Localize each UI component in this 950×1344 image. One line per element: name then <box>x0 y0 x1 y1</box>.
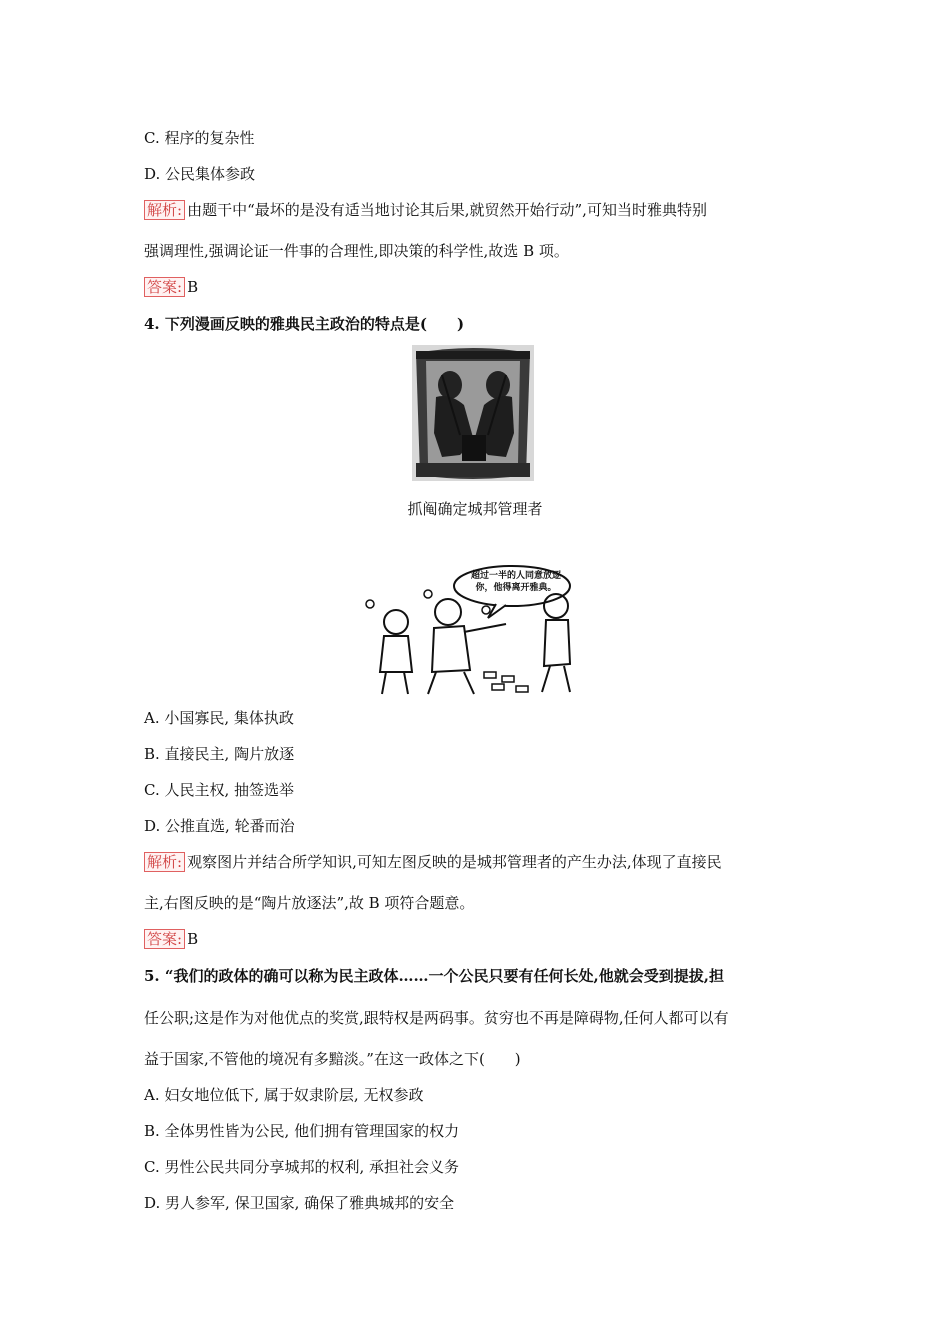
q4-option-c: C. 人民主权, 抽签选举 <box>144 781 295 799</box>
q4-stem-text: 4. 下列漫画反映的雅典民主政治的特点是( ) <box>144 315 465 333</box>
q4-option-d: D. 公推直选, 轮番而治 <box>144 817 295 835</box>
q3-option-d: D. 公民集体参政 <box>144 165 256 183</box>
cartoon-speech-bubble: 超过一半的人同意放逐你，他得离开雅典。 <box>470 571 561 593</box>
q5-stem-line3: 益于国家,不管他的境况有多黯淡。”在这一政体之下( ) <box>144 1050 521 1068</box>
analysis-label: 解析: <box>144 200 185 220</box>
q4-option-b: B. 直接民主, 陶片放逐 <box>144 745 295 763</box>
analysis-label: 解析: <box>144 852 185 872</box>
q4-analysis-text1: 观察图片并结合所学知识,可知左图反映的是城邦管理者的产生办法,体现了直接民 <box>187 853 722 871</box>
answer-label: 答案: <box>144 277 185 297</box>
q4-answer-value: B <box>187 930 199 948</box>
q3-answer-value: B <box>187 278 199 296</box>
vase-caption: 抓阄确定城邦管理者 <box>407 500 543 518</box>
q5-option-a: A. 妇女地位低下, 属于奴隶阶层, 无权参政 <box>144 1086 424 1104</box>
q3-answer <box>144 277 198 297</box>
q5-stem-text1: 5. “我们的政体的确可以称为民主政体……一个公民只要有任何长处,他就会受到提拔,担 <box>144 967 724 985</box>
q3-analysis-line1 <box>144 200 707 220</box>
q4-option-a: A. 小国寡民, 集体执政 <box>144 709 294 727</box>
q4-answer <box>144 929 198 949</box>
answer-label: 答案: <box>144 929 185 949</box>
q5-stem-line2: 任公职;这是作为对他优点的奖赏,跟特权是两码事。贫穷也不再是障碍物,任何人都可以有 <box>144 1009 729 1027</box>
q5-option-c: C. 男性公民共同分享城邦的权利, 承担社会义务 <box>144 1158 460 1176</box>
q3-analysis-text1: 由题干中“最坏的是没有适当地讨论其后果,就贸然开始行动”,可知当时雅典特别 <box>187 201 707 219</box>
q5-stem-line1 <box>144 966 724 986</box>
q4-analysis-line2: 主,右图反映的是“陶片放逐法”,故 B 项符合题意。 <box>144 894 475 912</box>
q5-option-b: B. 全体男性皆为公民, 他们拥有管理国家的权力 <box>144 1122 460 1140</box>
q5-option-d: D. 男人参军, 保卫国家, 确保了雅典城邦的安全 <box>144 1194 455 1212</box>
q4-analysis-line1 <box>144 852 722 872</box>
q3-analysis-line2: 强调理性,强调论证一件事的合理性,即决策的科学性,故选 B 项。 <box>144 242 569 260</box>
greek-vase-image <box>412 345 534 481</box>
q4-stem <box>144 314 464 334</box>
q3-option-c: C. 程序的复杂性 <box>144 129 255 147</box>
